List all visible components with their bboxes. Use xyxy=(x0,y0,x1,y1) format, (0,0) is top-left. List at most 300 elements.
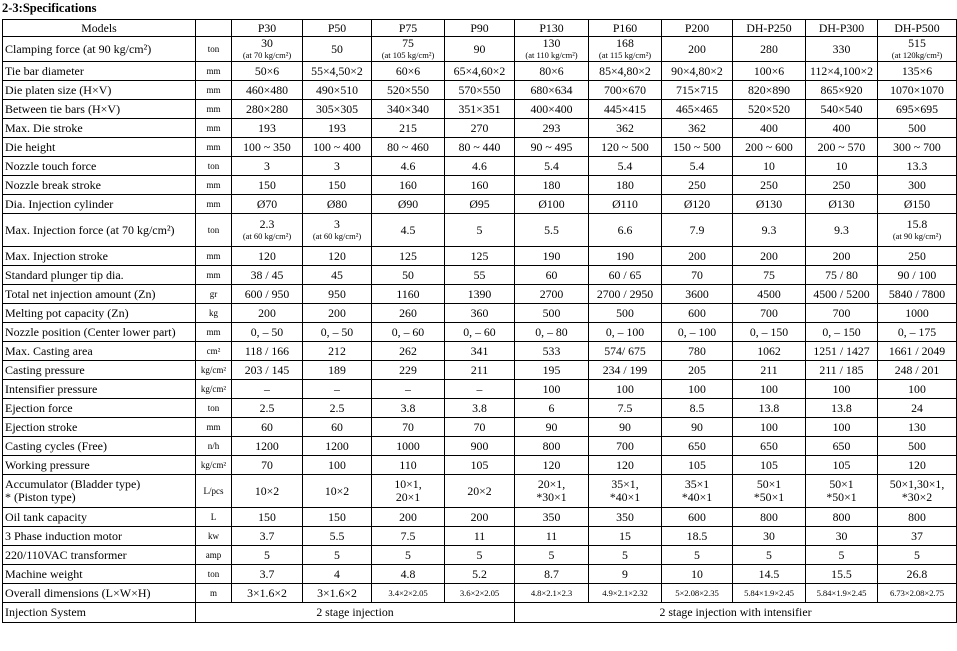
spec-value-note: (at 70 kg/cm²) xyxy=(242,50,292,60)
spec-label: Clamping force (at 90 kg/cm²) xyxy=(3,37,196,62)
spec-value: 105 xyxy=(445,456,515,475)
spec-value: 234 / 199 xyxy=(589,361,662,380)
spec-row xyxy=(3,100,957,119)
spec-value: 5×2.08×2.35 xyxy=(662,584,733,603)
spec-unit: kg/cm² xyxy=(196,456,232,475)
spec-label: Casting pressure xyxy=(3,361,196,380)
spec-value: 6 xyxy=(515,399,589,418)
spec-row xyxy=(3,437,957,456)
spec-value: 90 xyxy=(445,37,515,62)
spec-value: 865×920 xyxy=(806,81,878,100)
spec-value: 0, – 150 xyxy=(733,323,806,342)
spec-value: 90×4,80×2 xyxy=(662,62,733,81)
spec-value: 120 xyxy=(589,456,662,475)
spec-label: Intensifier pressure xyxy=(3,380,196,399)
spec-value-second: 20×1 xyxy=(395,490,421,504)
spec-value: 350 xyxy=(589,508,662,527)
spec-value: 190 xyxy=(589,247,662,266)
spec-unit: ton xyxy=(196,565,232,584)
spec-value: 211 xyxy=(445,361,515,380)
spec-value xyxy=(515,37,589,62)
spec-value: 50 xyxy=(372,266,445,285)
spec-value: 0, – 150 xyxy=(806,323,878,342)
spec-value: 70 xyxy=(662,266,733,285)
spec-value: 118 / 166 xyxy=(232,342,303,361)
spec-value: 3×1.6×2 xyxy=(232,584,303,603)
spec-value-note: (at 110 kg/cm²) xyxy=(525,50,578,60)
spec-value: 400×400 xyxy=(515,100,589,119)
spec-value: 100 ~ 400 xyxy=(303,138,372,157)
spec-value: 5 xyxy=(372,546,445,565)
spec-value: 120 xyxy=(303,247,372,266)
spec-value: 200 xyxy=(232,304,303,323)
spec-value: 500 xyxy=(878,119,957,138)
spec-value: 9 xyxy=(589,565,662,584)
spec-value: 260 xyxy=(372,304,445,323)
spec-value-main: 50×1 xyxy=(756,477,782,491)
spec-value: 650 xyxy=(733,437,806,456)
spec-value: 100 xyxy=(589,380,662,399)
spec-unit: mm xyxy=(196,418,232,437)
spec-value: 100×6 xyxy=(733,62,806,81)
spec-value: 1200 xyxy=(303,437,372,456)
spec-value: 193 xyxy=(232,119,303,138)
spec-value-main: 35×1 xyxy=(684,477,710,491)
spec-value: 1000 xyxy=(878,304,957,323)
spec-label: Ejection force xyxy=(3,399,196,418)
spec-value-main: 130 xyxy=(542,36,561,50)
spec-value: 5 xyxy=(445,546,515,565)
spec-value: 0, – 80 xyxy=(515,323,589,342)
spec-value: 5.4 xyxy=(515,157,589,176)
header-model: P75 xyxy=(372,20,445,37)
spec-value: 90 xyxy=(589,418,662,437)
spec-value: 574/ 675 xyxy=(589,342,662,361)
spec-value: 0, – 100 xyxy=(662,323,733,342)
spec-value: 120 ~ 500 xyxy=(589,138,662,157)
spec-value: 465×465 xyxy=(662,100,733,119)
spec-value-main: 30 xyxy=(261,36,273,50)
spec-value xyxy=(589,475,662,508)
spec-value: 30 xyxy=(806,527,878,546)
spec-label: Dia. Injection cylinder xyxy=(3,195,196,214)
spec-value-second: *50×1 xyxy=(753,490,785,504)
spec-value: 60 / 65 xyxy=(589,266,662,285)
spec-value: 520×550 xyxy=(372,81,445,100)
spec-value: 100 xyxy=(733,380,806,399)
spec-value: 570×550 xyxy=(445,81,515,100)
spec-value: 10 xyxy=(733,157,806,176)
spec-value: 3×1.6×2 xyxy=(303,584,372,603)
spec-label: Tie bar diameter xyxy=(3,62,196,81)
spec-unit: ton xyxy=(196,37,232,62)
spec-value: 700 xyxy=(589,437,662,456)
spec-unit: mm xyxy=(196,323,232,342)
spec-value-note: (at 60 kg/cm²) xyxy=(312,231,362,241)
spec-value: 200 xyxy=(445,508,515,527)
spec-row xyxy=(3,565,957,584)
spec-value: 60 xyxy=(303,418,372,437)
spec-value: 10×2 xyxy=(232,475,303,508)
spec-value: 200 ~ 570 xyxy=(806,138,878,157)
spec-value: 100 xyxy=(806,418,878,437)
spec-label: Max. Injection force (at 70 kg/cm²) xyxy=(3,214,196,247)
spec-value-main: 15.8 xyxy=(906,217,928,231)
spec-row xyxy=(3,527,957,546)
spec-row xyxy=(3,214,957,247)
spec-value: 4500 xyxy=(733,285,806,304)
spec-value: 0, – 175 xyxy=(878,323,957,342)
spec-unit: kg xyxy=(196,304,232,323)
spec-value: 130 xyxy=(878,418,957,437)
spec-value: 5 xyxy=(662,546,733,565)
spec-value: 800 xyxy=(806,508,878,527)
spec-value: 700 xyxy=(733,304,806,323)
spec-value: 180 xyxy=(515,176,589,195)
spec-value: 70 xyxy=(372,418,445,437)
spec-value: 800 xyxy=(733,508,806,527)
spec-label: 3 Phase induction motor xyxy=(3,527,196,546)
spec-value: 600 / 950 xyxy=(232,285,303,304)
spec-value: 150 ~ 500 xyxy=(662,138,733,157)
spec-value: 350 xyxy=(515,508,589,527)
spec-value: 2.5 xyxy=(303,399,372,418)
spec-value: 229 xyxy=(372,361,445,380)
spec-value: 5 xyxy=(806,546,878,565)
spec-value: 75 xyxy=(733,266,806,285)
specifications-table xyxy=(2,19,957,623)
spec-value: 135×6 xyxy=(878,62,957,81)
spec-value-second: *30×2 xyxy=(901,490,933,504)
spec-value: 715×715 xyxy=(662,81,733,100)
spec-value: 5.4 xyxy=(662,157,733,176)
spec-value: Ø130 xyxy=(806,195,878,214)
spec-value: 3.4×2×2.05 xyxy=(372,584,445,603)
spec-value: 4.9×2.1×2.32 xyxy=(589,584,662,603)
spec-value: 533 xyxy=(515,342,589,361)
spec-row xyxy=(3,342,957,361)
spec-value: 45 xyxy=(303,266,372,285)
spec-value: 60 xyxy=(515,266,589,285)
spec-unit: mm xyxy=(196,81,232,100)
spec-value: 4 xyxy=(303,565,372,584)
spec-row xyxy=(3,81,957,100)
spec-value: 5.5 xyxy=(303,527,372,546)
spec-value: 700×670 xyxy=(589,81,662,100)
header-model: DH-P500 xyxy=(878,20,957,37)
spec-value: 13.8 xyxy=(733,399,806,418)
spec-value: 200 xyxy=(733,247,806,266)
spec-value: 105 xyxy=(662,456,733,475)
spec-value: 500 xyxy=(515,304,589,323)
spec-value: 330 xyxy=(806,37,878,62)
spec-value: 520×520 xyxy=(733,100,806,119)
spec-value-note: (at 90 kg/cm²) xyxy=(892,231,942,241)
header-model: P200 xyxy=(662,20,733,37)
spec-value: 1390 xyxy=(445,285,515,304)
spec-unit: cm² xyxy=(196,342,232,361)
spec-value: 800 xyxy=(515,437,589,456)
spec-value: 351×351 xyxy=(445,100,515,119)
spec-label: Between tie bars (H×V) xyxy=(3,100,196,119)
spec-value: 6.73×2.08×2.75 xyxy=(878,584,957,603)
spec-value: 280×280 xyxy=(232,100,303,119)
spec-value: 100 xyxy=(733,418,806,437)
spec-value: 362 xyxy=(589,119,662,138)
spec-value: 4.6 xyxy=(372,157,445,176)
spec-value: – xyxy=(372,380,445,399)
spec-value: 37 xyxy=(878,527,957,546)
spec-value: Ø120 xyxy=(662,195,733,214)
spec-value: 212 xyxy=(303,342,372,361)
spec-value: 5 xyxy=(589,546,662,565)
spec-unit: mm xyxy=(196,195,232,214)
spec-value: 50 xyxy=(303,37,372,62)
spec-value: 1160 xyxy=(372,285,445,304)
spec-value: 7.9 xyxy=(662,214,733,247)
spec-value: 24 xyxy=(878,399,957,418)
spec-value: 0, – 60 xyxy=(445,323,515,342)
spec-value: 650 xyxy=(806,437,878,456)
spec-value: 3.8 xyxy=(445,399,515,418)
spec-label: Max. Die stroke xyxy=(3,119,196,138)
spec-value: 70 xyxy=(445,418,515,437)
spec-value: 70 xyxy=(232,456,303,475)
spec-value: 90 / 100 xyxy=(878,266,957,285)
spec-label-line1: Accumulator (Bladder type) xyxy=(5,477,141,491)
spec-value: 150 xyxy=(303,508,372,527)
spec-value: 3.6×2×2.05 xyxy=(445,584,515,603)
spec-value: 100 xyxy=(662,380,733,399)
spec-value: 250 xyxy=(806,176,878,195)
spec-value: 190 xyxy=(515,247,589,266)
spec-value xyxy=(806,475,878,508)
spec-value: 1200 xyxy=(232,437,303,456)
spec-unit: mm xyxy=(196,138,232,157)
spec-value: 780 xyxy=(662,342,733,361)
spec-value: 160 xyxy=(445,176,515,195)
spec-value xyxy=(878,475,957,508)
spec-value: Ø90 xyxy=(372,195,445,214)
spec-value-main: 50×1,30×1, xyxy=(889,477,945,491)
spec-value: 5 xyxy=(303,546,372,565)
spec-value: 80×6 xyxy=(515,62,589,81)
spec-value: 26.8 xyxy=(878,565,957,584)
spec-value-second: *40×1 xyxy=(681,490,713,504)
spec-value: 900 xyxy=(445,437,515,456)
spec-value: 205 xyxy=(662,361,733,380)
spec-value-main: 2.3 xyxy=(259,217,275,231)
spec-row xyxy=(3,247,957,266)
spec-row xyxy=(3,304,957,323)
spec-unit: mm xyxy=(196,247,232,266)
spec-value: 3 xyxy=(303,157,372,176)
spec-value xyxy=(589,37,662,62)
spec-value: 500 xyxy=(878,437,957,456)
spec-value: 15.5 xyxy=(806,565,878,584)
spec-value: 4.5 xyxy=(372,214,445,247)
spec-value: 3.7 xyxy=(232,565,303,584)
spec-unit: n/h xyxy=(196,437,232,456)
spec-value: 262 xyxy=(372,342,445,361)
header-model: P130 xyxy=(515,20,589,37)
spec-label: Nozzle break stroke xyxy=(3,176,196,195)
spec-row xyxy=(3,584,957,603)
spec-value: 0, – 60 xyxy=(372,323,445,342)
spec-value: 14.5 xyxy=(733,565,806,584)
spec-value xyxy=(372,475,445,508)
spec-value: 100 xyxy=(303,456,372,475)
spec-value: 820×890 xyxy=(733,81,806,100)
spec-value-note: (at 120kg/cm²) xyxy=(891,50,943,60)
spec-value-second: *40×1 xyxy=(609,490,641,504)
spec-value: 10 xyxy=(662,565,733,584)
spec-value: 1062 xyxy=(733,342,806,361)
spec-value: 800 xyxy=(878,508,957,527)
spec-value: 5840 / 7800 xyxy=(878,285,957,304)
spec-value: 0, – 50 xyxy=(232,323,303,342)
spec-value: 7.5 xyxy=(589,399,662,418)
header-unit xyxy=(196,20,232,37)
spec-value: 5 xyxy=(445,214,515,247)
spec-value-second: *50×1 xyxy=(826,490,857,504)
spec-row xyxy=(3,546,957,565)
header-model: P160 xyxy=(589,20,662,37)
spec-unit: L xyxy=(196,508,232,527)
spec-value: – xyxy=(303,380,372,399)
spec-value: 8.7 xyxy=(515,565,589,584)
spec-value: 300 ~ 700 xyxy=(878,138,957,157)
header-models-label: Models xyxy=(3,20,196,37)
spec-unit: ton xyxy=(196,399,232,418)
spec-value: 695×695 xyxy=(878,100,957,119)
spec-value xyxy=(662,475,733,508)
spec-value: 65×4,60×2 xyxy=(445,62,515,81)
spec-value: Ø110 xyxy=(589,195,662,214)
spec-row xyxy=(3,399,957,418)
spec-value: 125 xyxy=(445,247,515,266)
spec-label: Die height xyxy=(3,138,196,157)
spec-value: 80 ~ 460 xyxy=(372,138,445,157)
spec-label: Ejection stroke xyxy=(3,418,196,437)
spec-label-line2: * (Piston type) xyxy=(5,490,76,504)
spec-value: 50×6 xyxy=(232,62,303,81)
spec-value: 250 xyxy=(662,176,733,195)
spec-value: Ø150 xyxy=(878,195,957,214)
spec-value: 340×340 xyxy=(372,100,445,119)
spec-value: 60×6 xyxy=(372,62,445,81)
spec-unit: amp xyxy=(196,546,232,565)
spec-row xyxy=(3,285,957,304)
spec-label: Standard plunger tip dia. xyxy=(3,266,196,285)
spec-value: 0, – 50 xyxy=(303,323,372,342)
spec-value: 100 xyxy=(515,380,589,399)
spec-value: 85×4,80×2 xyxy=(589,62,662,81)
spec-value: 75 / 80 xyxy=(806,266,878,285)
spec-value-second: *30×1 xyxy=(536,490,567,504)
spec-value: 100 xyxy=(878,380,957,399)
spec-value: 3.8 xyxy=(372,399,445,418)
spec-label: Max. Casting area xyxy=(3,342,196,361)
spec-unit: kw xyxy=(196,527,232,546)
spec-value: 248 / 201 xyxy=(878,361,957,380)
injection-system-row xyxy=(3,603,957,623)
spec-value: 250 xyxy=(878,247,957,266)
spec-value xyxy=(232,214,303,247)
spec-value: 211 xyxy=(733,361,806,380)
header-model: P90 xyxy=(445,20,515,37)
spec-value: 5.84×1.9×2.45 xyxy=(733,584,806,603)
spec-value: 120 xyxy=(878,456,957,475)
spec-value: 60 xyxy=(232,418,303,437)
spec-value-main: 168 xyxy=(616,36,634,50)
spec-value: 55×4,50×2 xyxy=(303,62,372,81)
spec-value: 193 xyxy=(303,119,372,138)
spec-row xyxy=(3,323,957,342)
spec-unit: mm xyxy=(196,100,232,119)
spec-unit: mm xyxy=(196,119,232,138)
spec-value: 105 xyxy=(806,456,878,475)
spec-value: 211 / 185 xyxy=(806,361,878,380)
spec-row xyxy=(3,176,957,195)
spec-value: 650 xyxy=(662,437,733,456)
spec-row xyxy=(3,138,957,157)
spec-row xyxy=(3,456,957,475)
spec-unit: ton xyxy=(196,214,232,247)
header-model: P30 xyxy=(232,20,303,37)
spec-value: 500 xyxy=(589,304,662,323)
spec-value: 540×540 xyxy=(806,100,878,119)
spec-value: 2.5 xyxy=(232,399,303,418)
spec-value: 305×305 xyxy=(303,100,372,119)
spec-value: 150 xyxy=(303,176,372,195)
spec-value: 280 xyxy=(733,37,806,62)
spec-value: 55 xyxy=(445,266,515,285)
spec-value: 360 xyxy=(445,304,515,323)
spec-value: 445×415 xyxy=(589,100,662,119)
spec-value: 200 xyxy=(372,508,445,527)
spec-value: 341 xyxy=(445,342,515,361)
spec-value: 490×510 xyxy=(303,81,372,100)
spec-value: 680×634 xyxy=(515,81,589,100)
spec-value: 112×4,100×2 xyxy=(806,62,878,81)
spec-value: 189 xyxy=(303,361,372,380)
spec-value: 4.8×2.1×2.3 xyxy=(515,584,589,603)
spec-unit: m xyxy=(196,584,232,603)
injection-system-group2: 2 stage injection with intensifier xyxy=(515,603,957,623)
spec-value: 250 xyxy=(733,176,806,195)
spec-row xyxy=(3,418,957,437)
spec-unit: mm xyxy=(196,62,232,81)
spec-value: 120 xyxy=(232,247,303,266)
section-title: 2-3:Specifications xyxy=(2,1,97,15)
spec-value-main: 75 xyxy=(402,36,414,50)
spec-value: 30 xyxy=(733,527,806,546)
spec-value: 203 / 145 xyxy=(232,361,303,380)
spec-value-main: 3 xyxy=(334,217,340,231)
spec-label: Nozzle touch force xyxy=(3,157,196,176)
spec-value: 38 / 45 xyxy=(232,266,303,285)
spec-value: Ø130 xyxy=(733,195,806,214)
spec-row xyxy=(3,119,957,138)
spec-value: 4500 / 5200 xyxy=(806,285,878,304)
spec-value: 200 xyxy=(303,304,372,323)
spec-unit: kg/cm² xyxy=(196,380,232,399)
spec-label: Overall dimensions (L×W×H) xyxy=(3,584,196,603)
spec-value: 105 xyxy=(733,456,806,475)
spec-value-note: (at 105 kg/cm²) xyxy=(381,50,435,60)
spec-value: 1251 / 1427 xyxy=(806,342,878,361)
